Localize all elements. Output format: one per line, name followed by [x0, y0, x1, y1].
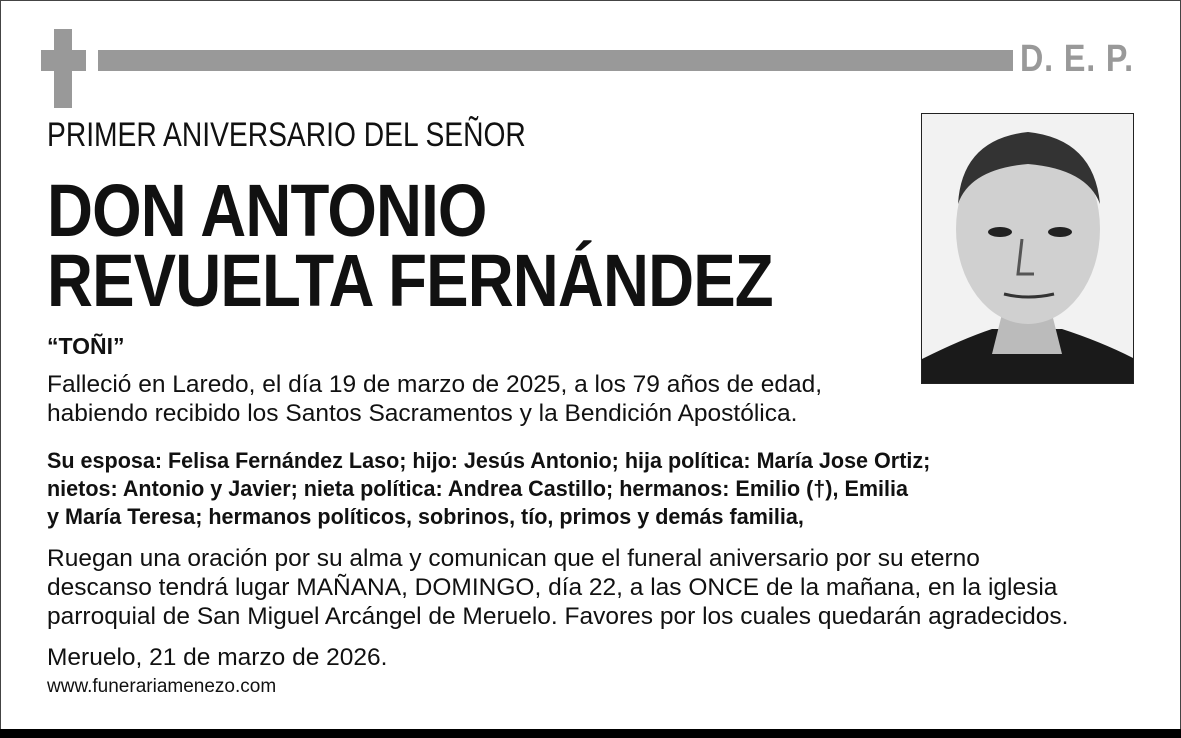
- dep-label: D. E. P.: [1020, 38, 1134, 80]
- portrait-image: [922, 114, 1134, 384]
- header-rule: [98, 50, 1013, 71]
- death-line-1: Falleció en Laredo, el día 19 de marzo de 2025, a los 79 años de edad,: [47, 371, 823, 398]
- deceased-name-line-1: DON ANTONIO: [47, 169, 487, 252]
- death-line-2: habiendo recibido los Santos Sacramentos y la Bendición Apostólica.: [47, 400, 798, 427]
- nickname: “TOÑI”: [47, 333, 125, 359]
- service-line-2: descanso tendrá lugar MAÑANA, DOMINGO, día 22, a las ONCE de la mañana, en la iglesia: [47, 574, 1058, 601]
- family-line-1: Su esposa: Felisa Fernández Laso; hijo: Jesús Antonio; hija política: María Jose Ortiz;: [47, 448, 931, 473]
- deceased-name-line-2: REVUELTA FERNÁNDEZ: [47, 239, 773, 322]
- service-line-3: parroquial de San Miguel Arcángel de Meruelo. Favores por los cuales quedarán agradecidos.: [47, 603, 1069, 630]
- portrait-photo: [921, 113, 1134, 384]
- service-line-1: Ruegan una oración por su alma y comunican que el funeral aniversario por su eterno: [47, 545, 980, 572]
- bottom-band: [0, 729, 1181, 738]
- pretitle: PRIMER ANIVERSARIO DEL SEÑOR: [47, 116, 526, 154]
- website-link[interactable]: www.funerariamenezo.com: [47, 676, 277, 697]
- family-line-2: nietos: Antonio y Javier; nieta política: Andrea Castillo; hermanos: Emilio (†), Emilia: [47, 476, 908, 501]
- family-line-3: y María Teresa; hermanos políticos, sobrinos, tío, primos y demás familia,: [47, 504, 804, 529]
- cross-icon-arm: [41, 50, 86, 71]
- place-date: Meruelo, 21 de marzo de 2026.: [47, 644, 388, 671]
